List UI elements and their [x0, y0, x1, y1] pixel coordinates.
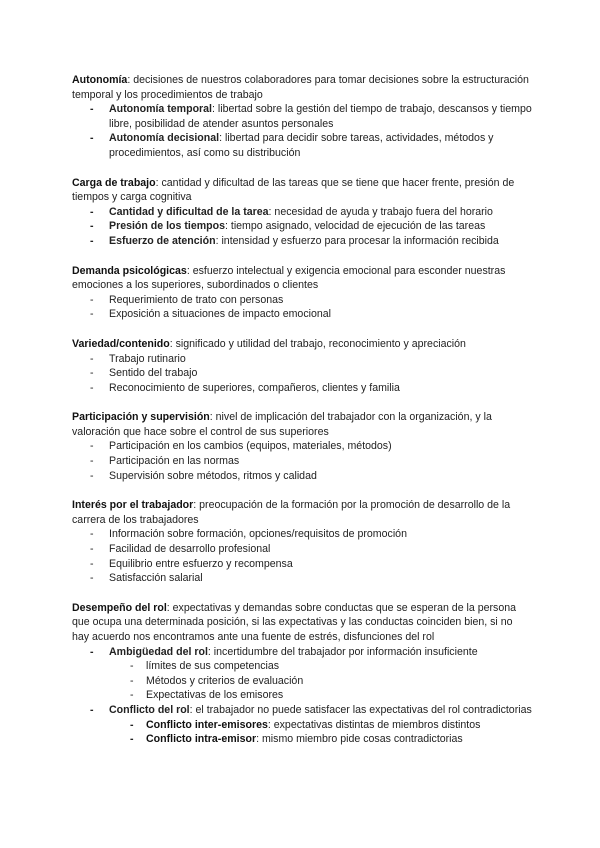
section-definition — [72, 498, 532, 527]
sub-list-item — [146, 732, 532, 747]
list-item: - Participación en las normas — [109, 454, 532, 469]
section-desc: : decisiones de nuestros colaboradores para tomar decisiones sobre la estructuración temporal y los procedimientos de trabajo — [72, 74, 529, 101]
section-term: Autonomía — [72, 74, 128, 86]
section-term: Demanda psicológicas — [72, 264, 187, 277]
item-desc: : el trabajador no puede satisfacer las expectativas del rol contradictorias — [189, 703, 532, 716]
item-term: Esfuerzo de atención — [109, 234, 216, 247]
section-autonomia — [72, 73, 532, 161]
section-term: Desempeño del rol — [72, 601, 167, 614]
list-item — [109, 102, 532, 131]
list-item: - Reconocimiento de superiores, compañeros, clientes y familia — [109, 381, 532, 396]
bullet-list — [72, 102, 532, 160]
list-item: - Información sobre formación, opciones/requisitos de promoción — [109, 527, 532, 542]
subitem-term: Conflicto intra-emisor — [146, 733, 257, 746]
list-item — [109, 234, 532, 249]
item-desc: : incertidumbre del trabajador por información insuficiente — [207, 645, 478, 658]
sub-list-item: - Métodos y criterios de evaluación — [146, 674, 532, 689]
section-desempeno-rol — [72, 601, 532, 747]
section-definition — [72, 410, 532, 439]
list-item — [109, 703, 532, 747]
bullet-list — [72, 439, 532, 483]
section-variedad-contenido — [72, 337, 532, 395]
section-term: Carga de trabajo — [72, 176, 156, 189]
item-term: Ambigüedad del rol — [109, 645, 208, 658]
section-definition — [72, 264, 532, 293]
document-page — [72, 73, 532, 762]
item-term: Presión de los tiempos — [109, 220, 225, 233]
item-desc: : intensidad y esfuerzo para procesar la información recibida — [215, 234, 499, 247]
section-carga-de-trabajo — [72, 176, 532, 249]
section-desc: : preocupación de la formación por la promoción de desarrollo de la carrera de los trabajadores — [72, 499, 511, 526]
section-participacion-supervision — [72, 410, 532, 483]
item-desc: : tiempo asignado, velocidad de ejecución de las tareas — [224, 220, 486, 233]
section-desc: : esfuerzo intelectual y exigencia emocional para esconder nuestras emociones a los superiores, subordinados o clientes — [72, 264, 506, 292]
item-term: Autonomía decisional — [109, 132, 220, 145]
section-interes-trabajador — [72, 498, 532, 586]
section-desc: : significado y utilidad del trabajo, reconocimiento y apreciación — [169, 337, 466, 350]
bullet-list — [72, 527, 532, 585]
section-term: Participación y supervisión — [72, 411, 210, 424]
section-definition — [72, 337, 532, 352]
section-definition — [72, 176, 532, 205]
list-item: - Exposición a situaciones de impacto emocional — [109, 307, 532, 322]
list-item — [109, 219, 532, 234]
section-demanda-psicologicas — [72, 264, 532, 322]
sub-list-item: - Expectativas de los emisores — [146, 688, 532, 703]
list-item: - Sentido del trabajo — [109, 366, 532, 381]
list-item: - Facilidad de desarrollo profesional — [109, 542, 532, 557]
sub-list-item: - límites de sus competencias — [146, 659, 532, 674]
section-definition — [72, 601, 532, 645]
list-item — [109, 645, 532, 703]
section-term: Variedad/contenido — [72, 337, 170, 350]
section-desc: : nivel de implicación del trabajador con la organización, y la valoración que hace sobre el control de sus superiores — [72, 411, 492, 438]
section-desc: : expectativas y demandas sobre conductas que se esperan de la persona que ocupa una determinada posición, si las expectativas y las conductas coinciden bien, si no hay acuerdo nos encontramos ante una fuente de estrés, disfunciones del rol — [72, 601, 517, 643]
subitem-desc: : expectativas distintas de miembros distintos — [267, 718, 481, 731]
subitem-term: Conflicto inter-emisores — [146, 718, 268, 731]
section-definition — [72, 73, 532, 102]
list-item: - Satisfacción salarial — [109, 571, 532, 586]
sub-bullet-list — [109, 659, 532, 703]
list-item — [109, 205, 532, 220]
list-item: - Equilibrio entre esfuerzo y recompensa — [109, 557, 532, 572]
bullet-list — [72, 293, 532, 322]
list-item — [109, 131, 532, 160]
sub-list-item — [146, 718, 532, 733]
item-desc: : necesidad de ayuda y trabajo fuera del horario — [268, 205, 493, 218]
list-item: - Requerimiento de trato con personas — [109, 293, 532, 308]
list-item: - Supervisión sobre métodos, ritmos y calidad — [109, 469, 532, 484]
bullet-list — [72, 645, 532, 747]
list-item: - Trabajo rutinario — [109, 352, 532, 367]
subitem-desc: : mismo miembro pide cosas contradictorias — [256, 733, 463, 746]
item-desc: : libertad para decidir sobre tareas, actividades, métodos y procedimientos, así como su distribución — [109, 132, 494, 159]
section-term: Interés por el trabajador — [72, 499, 194, 512]
item-term: Autonomía temporal — [109, 103, 212, 116]
item-term: Cantidad y dificultad de la tarea — [109, 205, 269, 218]
section-desc: : cantidad y dificultad de las tareas que se tiene que hacer frente, presión de tiempos y carga cognitiva — [72, 176, 515, 204]
item-term: Conflicto del rol — [109, 703, 190, 716]
sub-bullet-list — [109, 718, 532, 747]
item-desc: : libertad sobre la gestión del tiempo de trabajo, descansos y tiempo libre, posibilidad de atender asuntos personales — [109, 103, 532, 130]
bullet-list — [72, 205, 532, 249]
bullet-list — [72, 352, 532, 396]
list-item: - Participación en los cambios (equipos, materiales, métodos) — [109, 439, 532, 454]
